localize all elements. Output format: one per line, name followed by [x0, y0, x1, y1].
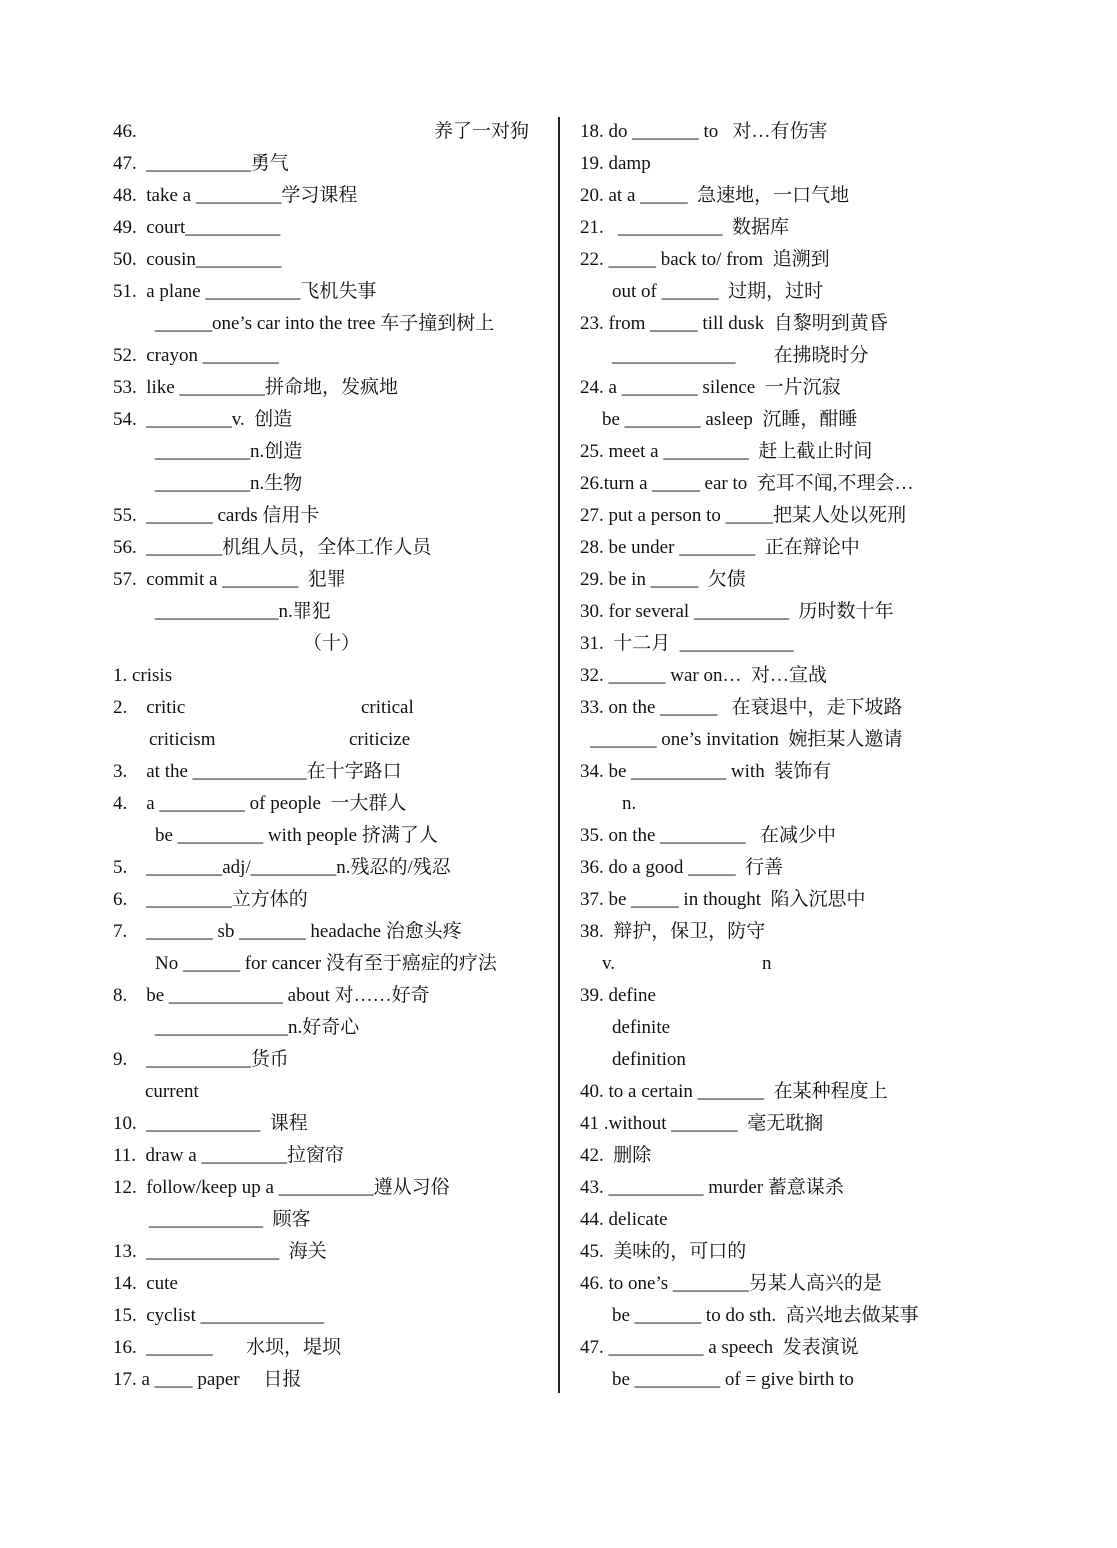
- line-text: 8. be ____________ about 对……好奇: [113, 985, 430, 1006]
- worksheet-line: [113, 276, 543, 308]
- worksheet-line: [113, 372, 543, 404]
- worksheet-line: [580, 1364, 980, 1396]
- line-text: 41 .without _______ 毫无耽搁: [580, 1113, 824, 1134]
- worksheet-line: [580, 116, 980, 148]
- worksheet-line: [580, 1332, 980, 1364]
- line-text: be _______ to do sth. 高兴地去做某事: [612, 1305, 919, 1326]
- line-text: 48. take a _________学习课程: [113, 185, 358, 206]
- line-text: 52. crayon ________: [113, 345, 279, 366]
- worksheet-line: [580, 1172, 980, 1204]
- worksheet-line: [580, 916, 980, 948]
- line-text: 47. __________ a speech 发表演说: [580, 1337, 859, 1358]
- line-text: 24. a ________ silence 一片沉寂: [580, 377, 841, 398]
- line-right-text: criticize: [349, 729, 411, 750]
- worksheet-line: [580, 1236, 980, 1268]
- worksheet-line: [113, 468, 543, 500]
- line-text: 45. 美味的，可口的: [580, 1241, 747, 1262]
- line-text: v.: [602, 953, 616, 974]
- worksheet-line: [580, 180, 980, 212]
- line-text: 20. at a _____ 急速地，一口气地: [580, 185, 850, 206]
- line-text: 2. critic: [113, 697, 186, 718]
- line-text: ______________n.好奇心: [155, 1017, 360, 1038]
- line-text: 11. draw a _________拉窗帘: [113, 1145, 344, 1166]
- worksheet-line: [580, 468, 980, 500]
- worksheet-line: [113, 820, 543, 852]
- worksheet-line: [113, 180, 543, 212]
- line-text: 13. ______________ 海关: [113, 1241, 327, 1262]
- worksheet-line: [113, 1268, 543, 1300]
- line-text: __________n.创造: [155, 441, 303, 462]
- worksheet-line: [580, 980, 980, 1012]
- line-text: 27. put a person to _____把某人处以死刑: [580, 505, 907, 526]
- line-right-text: 养了一对狗: [433, 121, 529, 142]
- line-text: 49. court__________: [113, 217, 281, 238]
- line-text: be ________ asleep 沉睡，酣睡: [602, 409, 858, 430]
- line-text: 7. _______ sb _______ headache 治愈头疼: [113, 921, 462, 942]
- worksheet-line: [113, 1236, 543, 1268]
- line-text: 36. do a good _____ 行善: [580, 857, 784, 878]
- line-text: be _________ with people 挤满了人: [155, 825, 438, 846]
- worksheet-line: [580, 500, 980, 532]
- column-divider: [558, 117, 560, 1393]
- worksheet-line: [580, 1204, 980, 1236]
- worksheet-line: [113, 564, 543, 596]
- line-text: 55. _______ cards 信用卡: [113, 505, 320, 526]
- line-text: 17. a ____ paper 日报: [113, 1369, 302, 1390]
- worksheet-line: [580, 436, 980, 468]
- line-text: 31. 十二月 ____________: [580, 633, 794, 654]
- line-text: _____________n.罪犯: [155, 601, 331, 622]
- line-right-text: critical: [361, 697, 414, 718]
- line-text: 32. ______ war on… 对…宣战: [580, 665, 827, 686]
- worksheet-line: [113, 660, 543, 692]
- line-text: criticism: [149, 729, 216, 750]
- worksheet-line: [580, 628, 980, 660]
- worksheet-line: [113, 532, 543, 564]
- line-text: definite: [612, 1017, 671, 1038]
- line-text: 19. damp: [580, 153, 651, 174]
- worksheet-line: [113, 1140, 543, 1172]
- worksheet-line: [580, 1268, 980, 1300]
- line-text: 46. to one’s ________另某人高兴的是: [580, 1273, 882, 1294]
- line-text: ______one’s car into the tree 车子撞到树上: [155, 313, 495, 334]
- line-text: 51. a plane __________飞机失事: [113, 281, 377, 302]
- line-text: 5. ________adj/_________n.残忍的/残忍: [113, 857, 451, 878]
- worksheet-line: [580, 340, 980, 372]
- line-text: _____________ 在拂晓时分: [612, 345, 869, 366]
- left-column: [113, 116, 543, 1396]
- line-text: （十）: [303, 633, 361, 654]
- line-text: 25. meet a _________ 赶上截止时间: [580, 441, 873, 462]
- line-text: 15. cyclist _____________: [113, 1305, 325, 1326]
- line-text: 42. 删除: [580, 1145, 652, 1166]
- line-text: 26.turn a _____ ear to 充耳不闻,不理会…: [580, 473, 914, 494]
- worksheet-line: [113, 1044, 543, 1076]
- worksheet-line: [113, 724, 543, 756]
- worksheet-line: [113, 308, 543, 340]
- worksheet-line: [113, 980, 543, 1012]
- line-text: 57. commit a ________ 犯罪: [113, 569, 346, 590]
- worksheet-line: [580, 1300, 980, 1332]
- worksheet-line: [113, 596, 543, 628]
- line-text: 33. on the ______ 在衰退中，走下坡路: [580, 697, 903, 718]
- worksheet-line: [580, 852, 980, 884]
- worksheet-line: [580, 596, 980, 628]
- line-text: 30. for several __________ 历时数十年: [580, 601, 894, 622]
- right-column: [580, 116, 980, 1396]
- worksheet-line: [580, 212, 980, 244]
- line-text: 3. at the ____________在十字路口: [113, 761, 402, 782]
- worksheet-line: [113, 1076, 543, 1108]
- worksheet-line: [580, 532, 980, 564]
- worksheet-line: [113, 756, 543, 788]
- worksheet-line: [113, 692, 543, 724]
- line-text: 43. __________ murder 蓄意谋杀: [580, 1177, 844, 1198]
- worksheet-line: [113, 212, 543, 244]
- worksheet-line: [580, 1140, 980, 1172]
- worksheet-line: [580, 308, 980, 340]
- line-text: be _________ of = give birth to: [612, 1369, 854, 1390]
- worksheet-line: [113, 916, 543, 948]
- worksheet-line: [113, 340, 543, 372]
- worksheet-line: [580, 820, 980, 852]
- line-text: No ______ for cancer 没有至于癌症的疗法: [155, 953, 497, 974]
- worksheet-line: [113, 1012, 543, 1044]
- worksheet-line: [580, 404, 980, 436]
- line-right-text: n: [762, 953, 772, 974]
- line-text: 37. be _____ in thought 陷入沉思中: [580, 889, 866, 910]
- worksheet-line: [113, 1364, 543, 1396]
- line-text: 4. a _________ of people 一大群人: [113, 793, 407, 814]
- worksheet-line: [580, 1076, 980, 1108]
- worksheet-line: [113, 404, 543, 436]
- line-text: 6. _________立方体的: [113, 889, 308, 910]
- line-text: 47. ___________勇气: [113, 153, 289, 174]
- line-text: 28. be under ________ 正在辩论中: [580, 537, 860, 558]
- line-text: 10. ____________ 课程: [113, 1113, 308, 1134]
- worksheet-line: [113, 788, 543, 820]
- worksheet-line: [113, 628, 543, 660]
- line-text: ____________ 顾客: [149, 1209, 311, 1230]
- line-text: 23. from _____ till dusk 自黎明到黄昏: [580, 313, 888, 334]
- worksheet-line: [580, 692, 980, 724]
- line-text: 22. _____ back to/ from 追溯到: [580, 249, 830, 270]
- worksheet-line: [580, 788, 980, 820]
- worksheet-line: [113, 1204, 543, 1236]
- worksheet-line: [113, 116, 543, 148]
- worksheet-line: [113, 1300, 543, 1332]
- worksheet-line: [580, 724, 980, 756]
- worksheet-line: [113, 500, 543, 532]
- worksheet-line: [580, 372, 980, 404]
- worksheet-line: [113, 1172, 543, 1204]
- line-text: 14. cute: [113, 1273, 178, 1294]
- line-text: 56. ________机组人员，全体工作人员: [113, 537, 432, 558]
- line-text: 21. ___________ 数据库: [580, 217, 790, 238]
- line-text: 16. _______ 水坝，堤坝: [113, 1337, 342, 1358]
- line-text: current: [145, 1081, 199, 1102]
- line-text: 35. on the _________ 在减少中: [580, 825, 836, 846]
- worksheet-line: [580, 1012, 980, 1044]
- line-text: 18. do _______ to 对…有伤害: [580, 121, 828, 142]
- line-text: 1. crisis: [113, 665, 173, 686]
- line-text: 34. be __________ with 装饰有: [580, 761, 832, 782]
- line-text: 44. delicate: [580, 1209, 668, 1230]
- worksheet-line: [113, 1332, 543, 1364]
- worksheet-line: [580, 884, 980, 916]
- worksheet-line: [580, 660, 980, 692]
- line-text: __________n.生物: [155, 473, 303, 494]
- worksheet-line: [580, 1044, 980, 1076]
- worksheet-line: [580, 244, 980, 276]
- worksheet-line: [113, 436, 543, 468]
- line-text: 38. 辩护，保卫，防守: [580, 921, 766, 942]
- worksheet-line: [113, 884, 543, 916]
- worksheet-line: [113, 1108, 543, 1140]
- worksheet-line: [580, 148, 980, 180]
- line-text: n.: [622, 793, 637, 814]
- line-text: 50. cousin_________: [113, 249, 282, 270]
- worksheet-line: [113, 852, 543, 884]
- worksheet-line: [113, 148, 543, 180]
- worksheet-line: [580, 276, 980, 308]
- worksheet-line: [113, 244, 543, 276]
- line-text: _______ one’s invitation 婉拒某人邀请: [590, 729, 903, 750]
- line-text: 39. define: [580, 985, 656, 1006]
- line-text: 12. follow/keep up a __________遵从习俗: [113, 1177, 450, 1198]
- line-text: 53. like _________拼命地，发疯地: [113, 377, 398, 398]
- line-text: 40. to a certain _______ 在某种程度上: [580, 1081, 888, 1102]
- worksheet-line: [580, 564, 980, 596]
- line-text: 9. ___________货币: [113, 1049, 289, 1070]
- worksheet-line: [580, 1108, 980, 1140]
- worksheet-line: [580, 948, 980, 980]
- line-text: 46.: [113, 121, 137, 142]
- line-text: out of ______ 过期，过时: [612, 281, 824, 302]
- line-text: definition: [612, 1049, 686, 1070]
- worksheet-line: [580, 756, 980, 788]
- line-text: 29. be in _____ 欠债: [580, 569, 746, 590]
- line-text: 54. _________v. 创造: [113, 409, 293, 430]
- worksheet-line: [113, 948, 543, 980]
